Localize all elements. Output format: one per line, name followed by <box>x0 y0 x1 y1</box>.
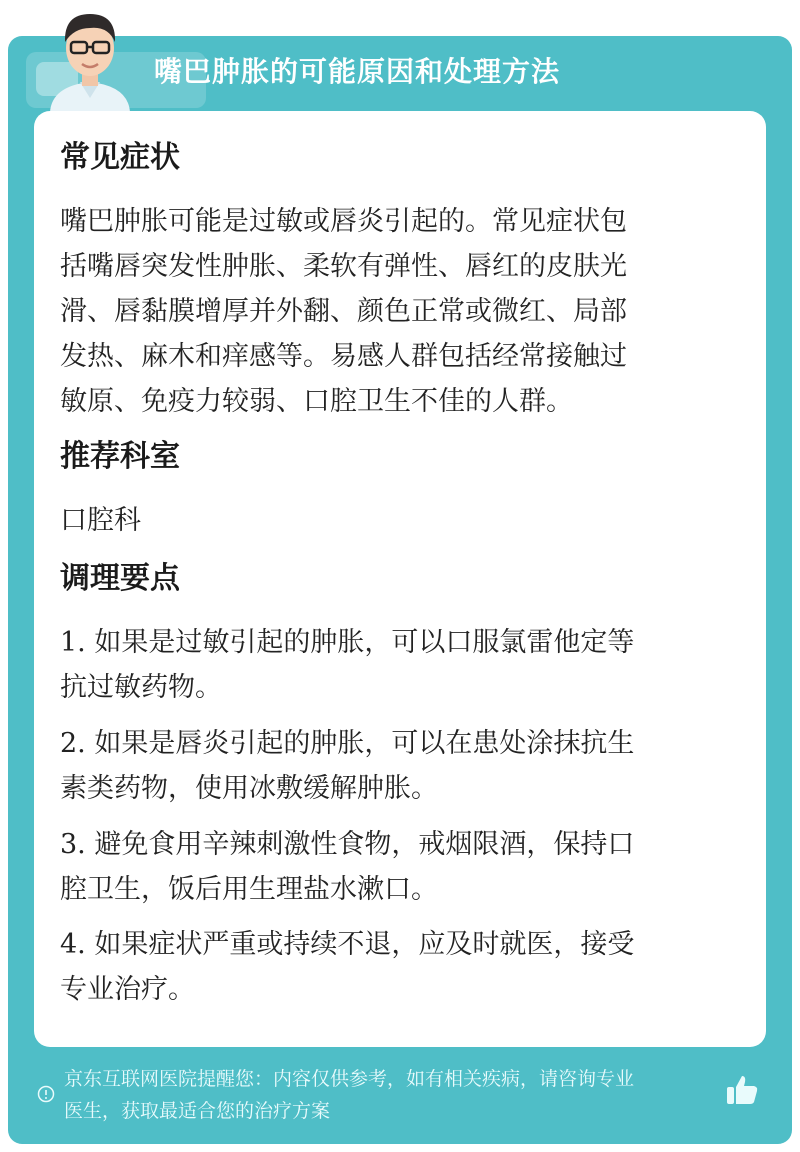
list-item <box>60 922 730 1012</box>
list-number: 1. <box>60 627 86 658</box>
symptoms-line: 发热、麻木和痒感等。易感人群包括经常接触过 <box>60 341 627 372</box>
list-text: 如果是唇炎引起的肿胀，可以在患处涂抹抗生 <box>94 728 635 759</box>
list-text: 抗过敏药物。 <box>60 672 222 703</box>
section-title-care: 调理要点 <box>60 561 180 596</box>
list-text: 避免食用辛辣刺激性食物，戒烟限酒，保持口 <box>94 829 635 860</box>
list-number: 4. <box>60 929 86 960</box>
list-text: 素类药物，使用冰敷缓解肿胀。 <box>60 773 438 804</box>
info-icon <box>37 1085 55 1103</box>
doctor-avatar-icon <box>44 2 136 112</box>
page-title: 嘴巴肿胀的可能原因和处理方法 <box>154 55 561 88</box>
section-title-symptoms: 常见症状 <box>60 140 180 175</box>
disclaimer-line: 医生，获取最适合您的治疗方案 <box>64 1100 331 1122</box>
list-text: 如果是过敏引起的肿胀，可以口服氯雷他定等 <box>94 627 635 658</box>
department-value: 口腔科 <box>60 505 141 536</box>
list-item <box>60 620 730 710</box>
symptoms-line: 括嘴唇突发性肿胀、柔软有弹性、唇红的皮肤光 <box>60 251 627 282</box>
list-item <box>60 822 730 912</box>
symptoms-line: 敏原、免疫力较弱、口腔卫生不佳的人群。 <box>60 386 573 417</box>
list-text: 如果症状严重或持续不退，应及时就医，接受 <box>94 929 635 960</box>
symptoms-line: 嘴巴肿胀可能是过敏或唇炎引起的。常见症状包 <box>60 206 627 237</box>
section-title-department: 推荐科室 <box>60 439 180 474</box>
list-text: 腔卫生，饭后用生理盐水漱口。 <box>60 874 438 905</box>
symptoms-text <box>60 199 730 424</box>
list-number: 3. <box>60 829 86 860</box>
thumbs-up-icon[interactable] <box>724 1072 760 1108</box>
list-item <box>60 721 730 811</box>
disclaimer-text <box>64 1063 724 1127</box>
list-number: 2. <box>60 728 86 759</box>
list-text: 专业治疗。 <box>60 974 195 1005</box>
symptoms-line: 滑、唇黏膜增厚并外翻、颜色正常或微红、局部 <box>60 296 627 327</box>
disclaimer-line: 京东互联网医院提醒您：内容仅供参考，如有相关疾病，请咨询专业 <box>64 1068 635 1090</box>
